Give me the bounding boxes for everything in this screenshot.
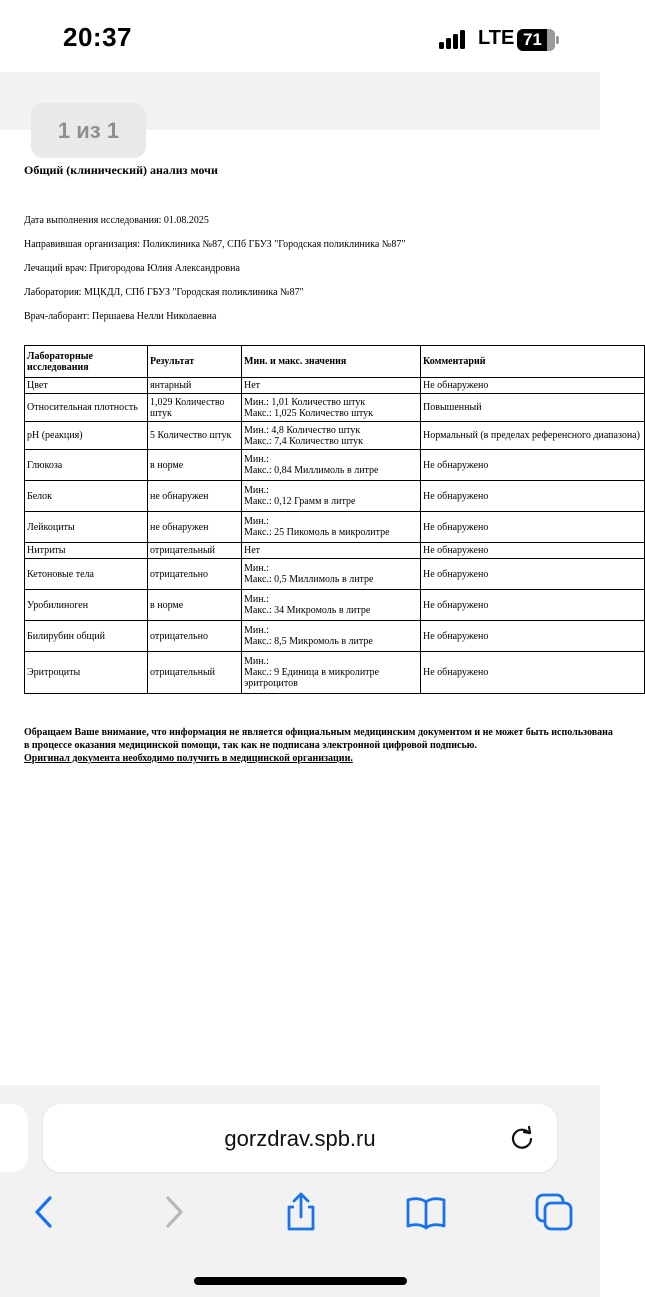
test-result: отрицательный [148, 543, 242, 559]
table-row [25, 559, 645, 590]
results-table [24, 345, 645, 694]
test-range: Нет [242, 543, 421, 559]
header-test: Лабораторные исследования [25, 346, 148, 378]
test-range: Мин.: Макс.: 0,5 Миллимоль в литре [242, 559, 421, 590]
test-comment: Не обнаружено [421, 450, 645, 481]
test-result: отрицательный [148, 652, 242, 694]
test-comment: Не обнаружено [421, 559, 645, 590]
address-bar[interactable] [43, 1104, 557, 1172]
battery-level: 71 [523, 30, 542, 49]
test-result: в норме [148, 590, 242, 621]
table-header-row [25, 346, 645, 378]
test-name: Билирубин общий [25, 621, 148, 652]
header-range: Мин. и макс. значения [242, 346, 421, 378]
test-range: Мин.: Макс.: 8,5 Микромоль в литре [242, 621, 421, 652]
status-time: 20:37 [63, 22, 132, 52]
document-title: Общий (клинический) анализ мочи [24, 163, 218, 177]
table-row [25, 590, 645, 621]
test-name: Белок [25, 481, 148, 512]
test-range: Мин.: Макс.: 9 Единица в микролитре эритроцитов [242, 652, 421, 694]
test-range: Мин.: Макс.: 34 Микромоль в литре [242, 590, 421, 621]
test-name: Относительная плотность [25, 394, 148, 422]
table-row [25, 422, 645, 450]
test-name: Уробилиноген [25, 590, 148, 621]
pdf-page[interactable] [0, 130, 640, 1085]
test-name: Лейкоциты [25, 512, 148, 543]
table-row [25, 512, 645, 543]
table-row [25, 450, 645, 481]
test-result: не обнаружен [148, 512, 242, 543]
table-row [25, 543, 645, 559]
test-comment: Не обнаружено [421, 590, 645, 621]
disclaimer-text: Обращаем Ваше внимание, что информация не является официальным медицинским документом и не может быть использована в процессе оказания медицинской помощи, так как не подписана электронной цифровой подписью. [24, 727, 613, 751]
header-result: Результат [148, 346, 242, 378]
test-comment: Не обнаружено [421, 512, 645, 543]
table-row [25, 481, 645, 512]
table-row [25, 394, 645, 422]
test-range: Мин.: Макс.: 25 Пикомоль в микролитре [242, 512, 421, 543]
status-bar [0, 0, 600, 72]
test-comment: Повышенный [421, 394, 645, 422]
forward-icon[interactable] [152, 1190, 196, 1234]
disclaimer [24, 726, 614, 765]
meta-referring-organization: Направившая организация: Поликлиника №87, СПб ГБУЗ "Городская поликлиника №87" [24, 239, 406, 250]
page-indicator: 1 из 1 [31, 103, 146, 158]
test-result: 1,029 Количество штук [148, 394, 242, 422]
share-icon[interactable] [279, 1190, 323, 1234]
meta-lab-doctor: Врач-лаборант: Першаева Нелли Николаевна [24, 311, 217, 322]
reload-icon[interactable] [508, 1124, 536, 1152]
test-result: янтарный [148, 378, 242, 394]
battery-tip [556, 36, 559, 44]
test-name: pH (реакция) [25, 422, 148, 450]
meta-date: Дата выполнения исследования: 01.08.2025 [24, 215, 209, 226]
test-comment: Не обнаружено [421, 652, 645, 694]
test-comment: Не обнаружено [421, 543, 645, 559]
test-result: 5 Количество штук [148, 422, 242, 450]
test-name: Нитриты [25, 543, 148, 559]
test-comment: Нормальный (в пределах референсного диапазона) [421, 422, 645, 450]
network-type: LTE [478, 27, 515, 49]
previous-tab-peek[interactable] [0, 1104, 28, 1172]
home-indicator [194, 1277, 407, 1285]
url-text[interactable]: gorzdrav.spb.ru [224, 1126, 376, 1151]
test-comment: Не обнаружено [421, 378, 645, 394]
back-icon[interactable] [22, 1190, 66, 1234]
test-comment: Не обнаружено [421, 481, 645, 512]
header-comment: Комментарий [421, 346, 645, 378]
test-result: в норме [148, 450, 242, 481]
test-name: Цвет [25, 378, 148, 394]
bookmarks-icon[interactable] [404, 1190, 448, 1234]
test-name: Глюкоза [25, 450, 148, 481]
test-range: Мин.: 1,01 Количество штук Макс.: 1,025 Количество штук [242, 394, 421, 422]
tabs-icon[interactable] [532, 1190, 576, 1234]
test-result: отрицательно [148, 559, 242, 590]
test-name: Кетоновые тела [25, 559, 148, 590]
test-range: Мин.: Макс.: 0,12 Грамм в литре [242, 481, 421, 512]
cellular-signal-icon [439, 29, 469, 49]
test-range: Мин.: Макс.: 0,84 Миллимоль в литре [242, 450, 421, 481]
test-range: Мин.: 4,8 Количество штук Макс.: 7,4 Количество штук [242, 422, 421, 450]
test-result: отрицательно [148, 621, 242, 652]
meta-attending-doctor: Лечащий врач: Пригородова Юлия Александровна [24, 263, 240, 274]
meta-laboratory: Лаборатория: МЦКДЛ, СПб ГБУЗ "Городская поликлиника №87" [24, 287, 304, 298]
test-name: Эритроциты [25, 652, 148, 694]
table-row [25, 652, 645, 694]
table-row [25, 378, 645, 394]
test-comment: Не обнаружено [421, 621, 645, 652]
table-row [25, 621, 645, 652]
test-range: Нет [242, 378, 421, 394]
battery-icon [517, 29, 555, 51]
test-result: не обнаружен [148, 481, 242, 512]
disclaimer-original-note: Оригинал документа необходимо получить в медицинской организации. [24, 753, 353, 764]
